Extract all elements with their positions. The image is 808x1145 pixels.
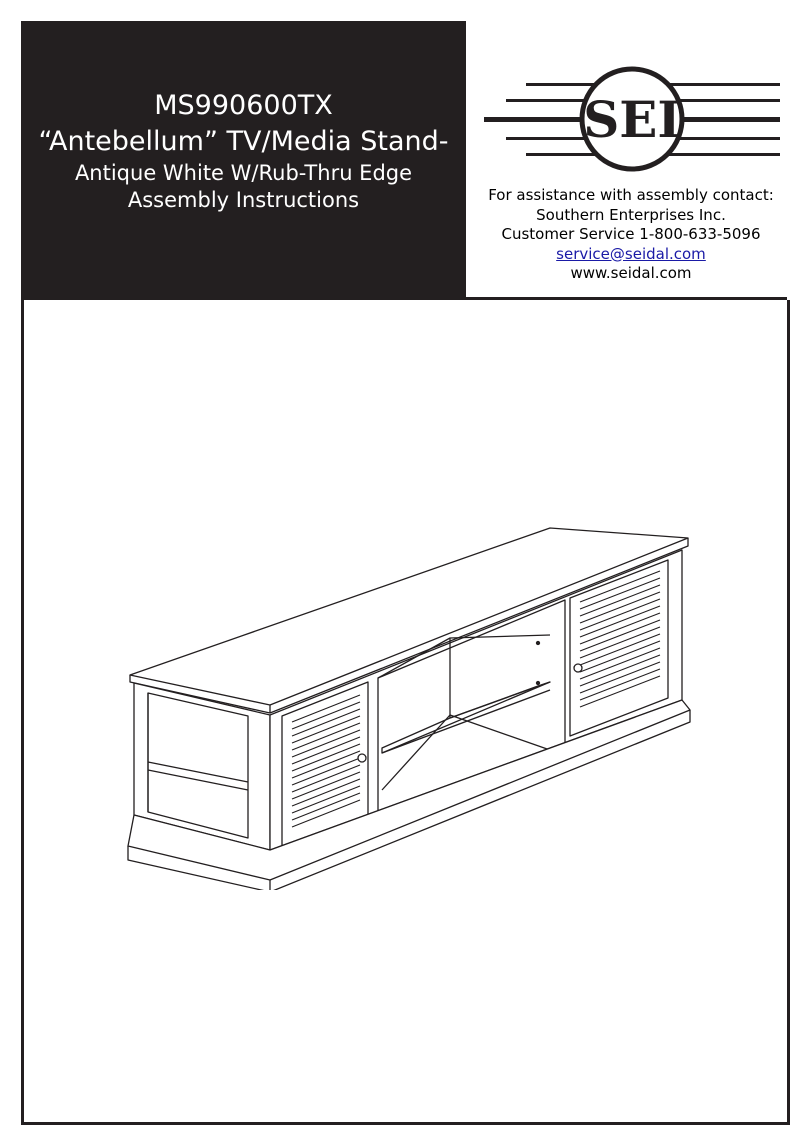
sei-logo-icon [484, 66, 780, 172]
model-number: MS990600TX [154, 90, 333, 121]
company-name: Southern Enterprises Inc. [536, 205, 726, 224]
document-type: Assembly Instructions [127, 188, 360, 212]
email-link[interactable]: service@seidal.com [556, 244, 706, 263]
logo-text: SEI [583, 90, 681, 149]
tv-media-stand-icon [120, 510, 700, 890]
title-block [21, 21, 466, 300]
product-finish: Antique White W/Rub-Thru Edge [74, 161, 413, 185]
product-name: “Antebellum” TV/Media Stand- [38, 126, 449, 157]
contact-intro: For assistance with assembly contact: [488, 186, 774, 204]
website-text: www.seidal.com [570, 264, 692, 282]
customer-service-phone: Customer Service 1-800-633-5096 [501, 225, 761, 243]
contact-info [470, 186, 792, 284]
